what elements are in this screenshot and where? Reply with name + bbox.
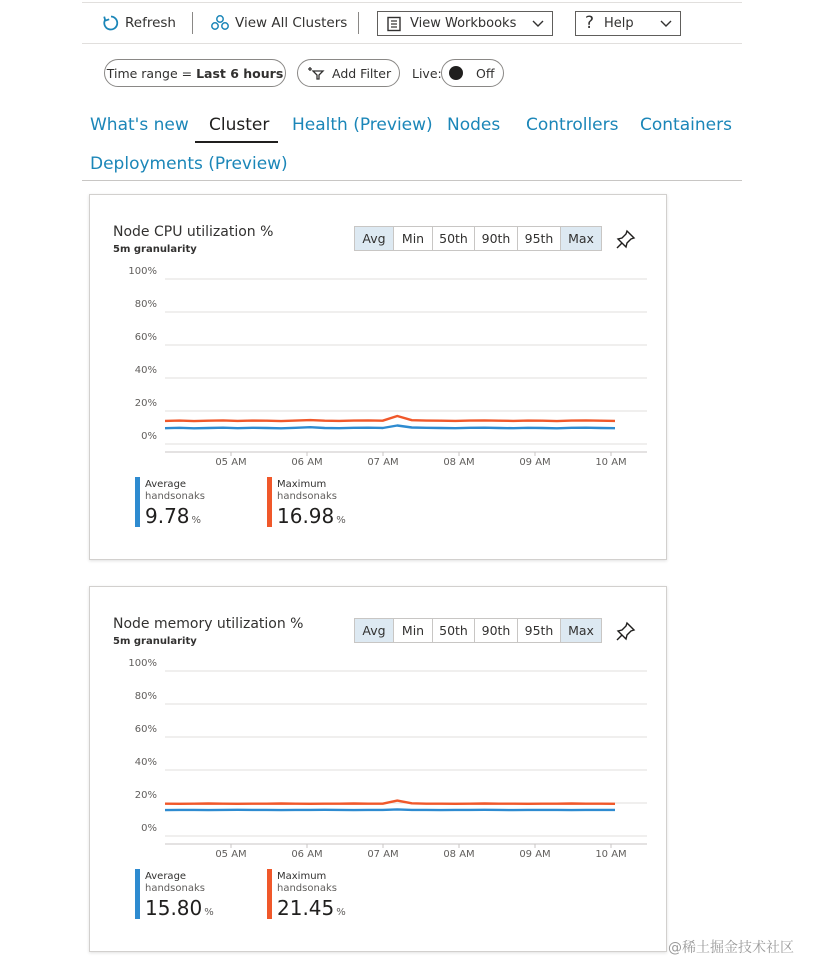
add-filter-icon <box>306 65 326 81</box>
agg-90th-button[interactable]: 90th <box>475 619 518 642</box>
chevron-down-icon <box>532 20 544 28</box>
toolbar-divider <box>192 12 193 34</box>
legend-value-unit: % <box>191 515 202 526</box>
refresh-button[interactable] <box>102 10 176 36</box>
legend-cluster-name: handsonaks <box>145 491 205 502</box>
tab-nodes[interactable]: Nodes <box>447 115 501 135</box>
y-tick-label: 60% <box>134 724 157 735</box>
x-tick-label: 05 AM <box>215 457 247 468</box>
tab-whats-new[interactable]: What's new <box>90 115 189 135</box>
series-line-maximum <box>165 416 615 421</box>
watermark: @稀土掘金技术社区 <box>668 940 794 956</box>
x-tick-label: 09 AM <box>519 849 551 860</box>
agg-50th-button[interactable]: 50th <box>433 227 475 250</box>
legend-value-unit: % <box>336 515 346 526</box>
x-tick-label: 06 AM <box>291 457 323 468</box>
add-filter-button[interactable] <box>297 59 400 87</box>
legend-value <box>277 896 346 925</box>
chart-title: Node memory utilization % <box>113 616 304 632</box>
legend-value-number: 16.98 <box>277 504 335 528</box>
series-line-average <box>165 809 615 810</box>
legend-series-name: Maximum <box>277 479 327 490</box>
y-tick-label: 40% <box>134 757 157 768</box>
toggle-knob <box>449 66 463 80</box>
legend-value-number: 21.45 <box>277 896 335 920</box>
legend-cluster-name: handsonaks <box>145 883 205 894</box>
agg-max-button[interactable]: Max <box>561 227 601 250</box>
view-workbooks-dropdown[interactable] <box>377 11 553 36</box>
tab-containers[interactable]: Containers <box>640 115 732 135</box>
legend-swatch-maximum <box>267 869 272 919</box>
legend-value <box>145 896 214 925</box>
toolbar-divider <box>358 12 359 34</box>
agg-50th-button[interactable]: 50th <box>433 619 475 642</box>
agg-min-button[interactable]: Min <box>394 227 433 250</box>
agg-avg-button[interactable]: Avg <box>355 227 394 250</box>
legend-series-name: Average <box>145 479 187 490</box>
view-all-clusters-button[interactable] <box>210 10 347 36</box>
y-tick-label: 0% <box>141 823 157 834</box>
live-toggle[interactable] <box>441 59 504 87</box>
series-line-maximum <box>165 801 615 804</box>
tab-deployments-preview[interactable]: Deployments (Preview) <box>90 154 288 174</box>
legend-value <box>145 504 201 533</box>
y-tick-label: 80% <box>134 691 157 702</box>
chart-granularity: 5m granularity <box>113 636 197 647</box>
legend-series-name: Maximum <box>277 871 327 882</box>
y-tick-label: 100% <box>128 658 157 669</box>
y-tick-label: 60% <box>134 332 157 343</box>
time-range-pill[interactable] <box>104 59 286 87</box>
time-range-prefix: Time range = <box>106 65 197 81</box>
legend-value-unit: % <box>336 907 346 918</box>
agg-95th-button[interactable]: 95th <box>518 227 561 250</box>
active-tab-underline <box>195 141 278 143</box>
time-range-value: Last 6 hours <box>196 65 284 81</box>
tab-controllers[interactable]: Controllers <box>526 115 619 135</box>
legend-value-number: 15.80 <box>145 896 203 920</box>
legend-value-number: 9.78 <box>145 504 190 528</box>
tab-health-preview[interactable]: Health (Preview) <box>292 115 433 135</box>
series-line-average <box>165 426 615 429</box>
view-all-clusters-label: View All Clusters <box>235 15 348 31</box>
memory-utilization-card <box>89 586 667 952</box>
toolbar <box>82 2 742 44</box>
legend-cluster-name: handsonaks <box>277 883 337 894</box>
y-tick-label: 100% <box>128 266 157 277</box>
x-tick-label: 06 AM <box>291 849 323 860</box>
refresh-icon <box>102 14 120 32</box>
x-tick-label: 05 AM <box>215 849 247 860</box>
help-label: Help <box>604 16 634 31</box>
x-tick-label: 08 AM <box>443 849 475 860</box>
x-tick-label: 09 AM <box>519 457 551 468</box>
y-tick-label: 40% <box>134 365 157 376</box>
agg-90th-button[interactable]: 90th <box>475 227 518 250</box>
view-workbooks-label: View Workbooks <box>410 16 517 31</box>
tabs-divider <box>82 180 742 181</box>
cpu-utilization-card <box>89 194 667 560</box>
legend-series-name: Average <box>145 871 187 882</box>
legend-value-unit: % <box>204 907 214 918</box>
x-tick-label: 08 AM <box>443 457 475 468</box>
agg-min-button[interactable]: Min <box>394 619 433 642</box>
y-tick-label: 20% <box>134 790 157 801</box>
legend-cluster-name: handsonaks <box>277 491 337 502</box>
x-tick-label: 10 AM <box>595 457 627 468</box>
agg-avg-button[interactable]: Avg <box>355 619 394 642</box>
y-tick-label: 0% <box>141 431 157 442</box>
help-icon: ? <box>585 13 595 33</box>
x-tick-label: 07 AM <box>367 849 399 860</box>
add-filter-label: Add Filter <box>332 65 392 81</box>
legend-swatch-average <box>135 869 140 919</box>
legend-swatch-average <box>135 477 140 527</box>
y-tick-label: 20% <box>134 398 157 409</box>
x-tick-label: 10 AM <box>595 849 627 860</box>
help-dropdown[interactable] <box>575 11 681 36</box>
agg-max-button[interactable]: Max <box>561 619 601 642</box>
live-state: Off <box>476 66 495 81</box>
chevron-down-icon <box>660 20 672 28</box>
chart-granularity: 5m granularity <box>113 244 197 255</box>
x-tick-label: 07 AM <box>367 457 399 468</box>
agg-95th-button[interactable]: 95th <box>518 619 561 642</box>
chart-title: Node CPU utilization % <box>113 224 274 240</box>
refresh-label: Refresh <box>125 15 176 31</box>
legend-swatch-maximum <box>267 477 272 527</box>
clusters-icon <box>210 14 230 32</box>
y-tick-label: 80% <box>134 299 157 310</box>
legend-value <box>277 504 346 533</box>
live-label: Live: <box>412 66 442 81</box>
tab-cluster[interactable]: Cluster <box>209 115 270 135</box>
workbook-icon <box>386 16 402 32</box>
